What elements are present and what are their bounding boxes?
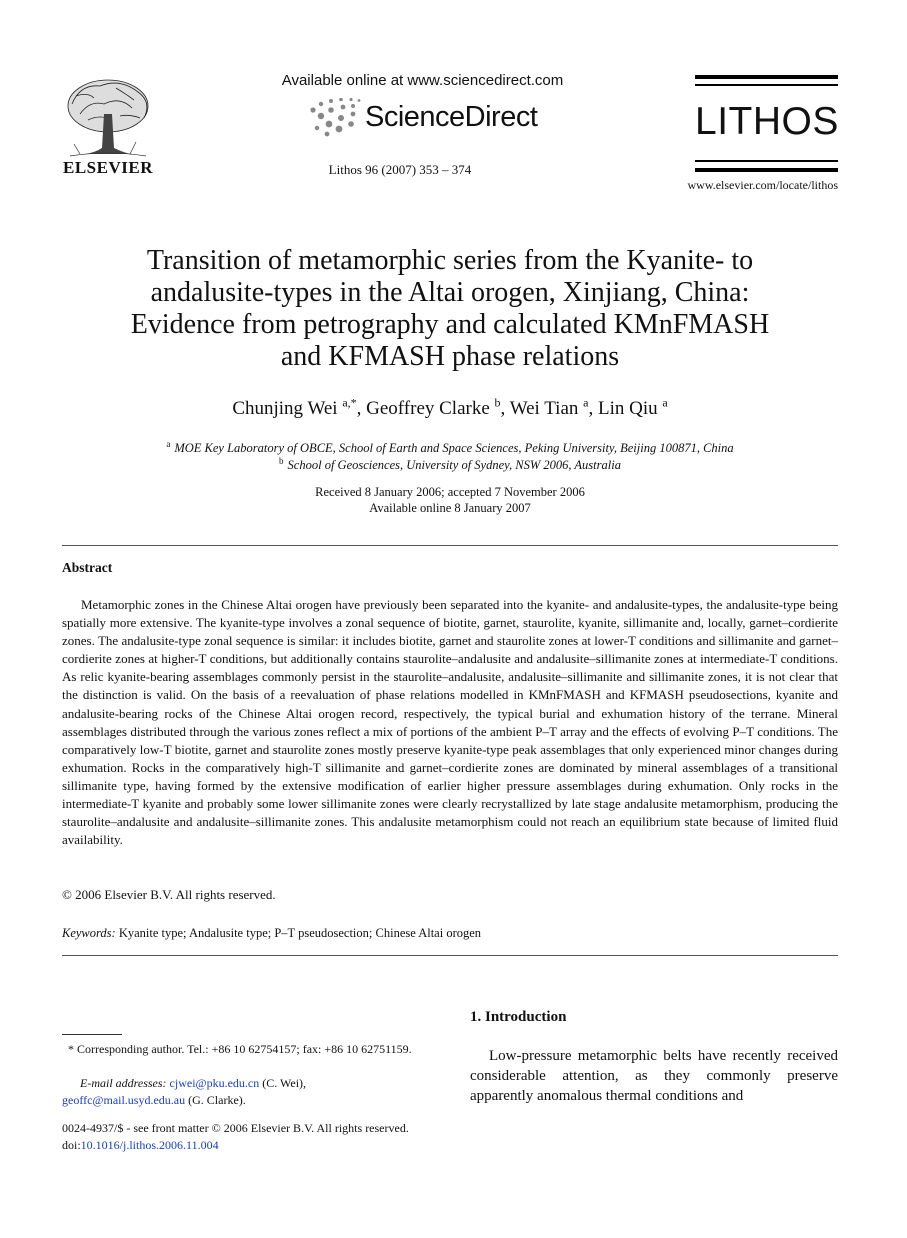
journal-rule-top-thin [695,84,838,86]
title-line: Transition of metamorphic series from the Kyanite- to [146,245,754,276]
author-name[interactable]: Chunjing Wei [232,398,338,419]
affiliation-b: $^b$ School of Geosciences, University of Sydney, NSW 2006, Australia [279,455,621,472]
affiliation-a: $^a$ MOE Key Laboratory of OBCE, School of Earth and Space Sciences, Peking University, Beijing 100871, China [166,438,734,455]
journal-name: LITHOS [695,100,839,143]
author-name[interactable]: Wei Tian [509,398,579,419]
introduction-text: Low-pressure metamorphic belts have recently received considerable attention, as they commonly preserve apparently anomalous thermal conditions and [470,1048,838,1104]
received-dates: Received 8 January 2006; accepted 7 November 2006 [315,485,585,499]
journal-rule-top [695,75,838,79]
author-affiliation-mark[interactable]: a,* [342,395,357,410]
email-footnote-2: geoffc@mail.usyd.edu.au (G. Clarke). [62,1093,246,1107]
divider [62,955,838,956]
article-title [90,245,810,373]
email-link[interactable]: cjwei@pku.edu.cn [169,1076,260,1090]
author-name[interactable]: Geoffrey Clarke [366,398,490,419]
email-link[interactable]: geoffc@mail.usyd.edu.au [62,1093,186,1107]
email-footnote: E-mail addresses: cjwei@pku.edu.cn (C. Wei), [80,1076,307,1090]
abstract-copyright: © 2006 Elsevier B.V. All rights reserved. [62,887,276,902]
author-name[interactable]: Lin Qiu [597,398,658,419]
corresponding-author-note: * Corresponding author. Tel.: +86 10 62754157; fax: +86 10 62751159. [68,1042,412,1056]
keywords-list: Kyanite type; Andalusite type; P–T pseudosection; Chinese Altai orogen [118,926,482,940]
sciencedirect-wordmark: ScienceDirect [365,101,538,133]
keywords-label: Keywords: [62,926,116,940]
footnote-rule [62,1034,122,1035]
title-line: and KFMASH phase relations [280,341,620,372]
front-matter-note: 0024-4937/$ - see front matter © 2006 Elsevier B.V. All rights reserved. [62,1121,409,1135]
author-affiliation-mark[interactable]: a [583,395,589,410]
section-heading-introduction: 1. Introduction [470,1009,567,1025]
abstract-heading: Abstract [62,560,113,575]
sciencedirect-availability: Available online at www.sciencedirect.com [281,72,564,89]
author-affiliation-mark[interactable]: a [662,395,668,410]
divider [62,545,838,546]
journal-citation: Lithos 96 (2007) 353 – 374 [328,162,472,177]
online-date: Available online 8 January 2007 [369,501,531,515]
abstract-text: Metamorphic zones in the Chinese Altai orogen have previously been separated into the kyanite- and andalusite-types, the andalusite-type being spatially more extensive. The kyanite-type involves a zonal sequence of biotite, garnet, staurolite, kyanite, sillimanite and, locally, garnet–cordierite zones. The andalusite-type zonal sequence is similar: it includes biotite, garnet and staurolite zones at lower-T conditions and sillimanite and garnet–cordierite zones at higher-T conditions, but additionally contains staurolite–andalusite and andalusite–sillimanite zones at intermediate-T conditions. As relic kyanite-bearing assemblages commonly persist in the staurolite–andalusite, andalusite–sillimanite and sillimanite zones, it is not clear that the distinction is valid. On the basis of a reevaluation of phase relations modelled in KMnFMASH and KFMASH pseudosections, kyanite and andalusite-bearing rocks of the Chinese Altai orogen record, respectively, the typical burial and exhumation history of the terrane. Mineral assemblages distributed through the various zones reflect a mix of portions of the ambient P–T array and the effects of evolving P–T conditions. The comparatively low-T biotite, garnet and staurolite zones mostly preserve kyanite-type peak assemblages that only experienced minor changes during exhumation. Rocks in the comparatively high-T sillimanite and garnet–cordierite zones are dominated by mineral assemblages of a transitional sillimanite type, having formed by the extensive modification of earlier higher pressure assemblages during exhumation. Only rocks in the intermediate-T kyanite and probably some lower sillimanite zones were clearly recrystallized by late stage andalusite metamorphism, producing the staurolite–andalusite and andalusite–sillimanite zones. This andalusite metamorphism could not reach an equilibrium state because of limited fluid availability. [62,597,838,848]
doi-line: doi:10.1016/j.lithos.2006.11.004 [62,1138,219,1152]
publisher-name: ELSEVIER [63,158,153,177]
journal-url-link[interactable]: www.elsevier.com/locate/lithos [687,178,838,192]
journal-rule-bottom-thin [695,160,838,162]
journal-rule-bottom [695,168,838,172]
doi-link[interactable]: 10.1016/j.lithos.2006.11.004 [80,1138,219,1152]
author-affiliation-mark[interactable]: b [494,395,501,410]
email-label: E-mail addresses: [80,1076,167,1090]
keywords [62,926,481,941]
author-list: Chunjing Wei $^{a,*}$, Geoffrey Clarke $^b$, Wei Tian $^a$, Lin Qiu $^a$ [232,395,668,419]
title-line: andalusite-types in the Altai orogen, Xinjiang, China: [150,277,750,308]
title-line: Evidence from petrography and calculated KMnFMASH [130,309,770,340]
